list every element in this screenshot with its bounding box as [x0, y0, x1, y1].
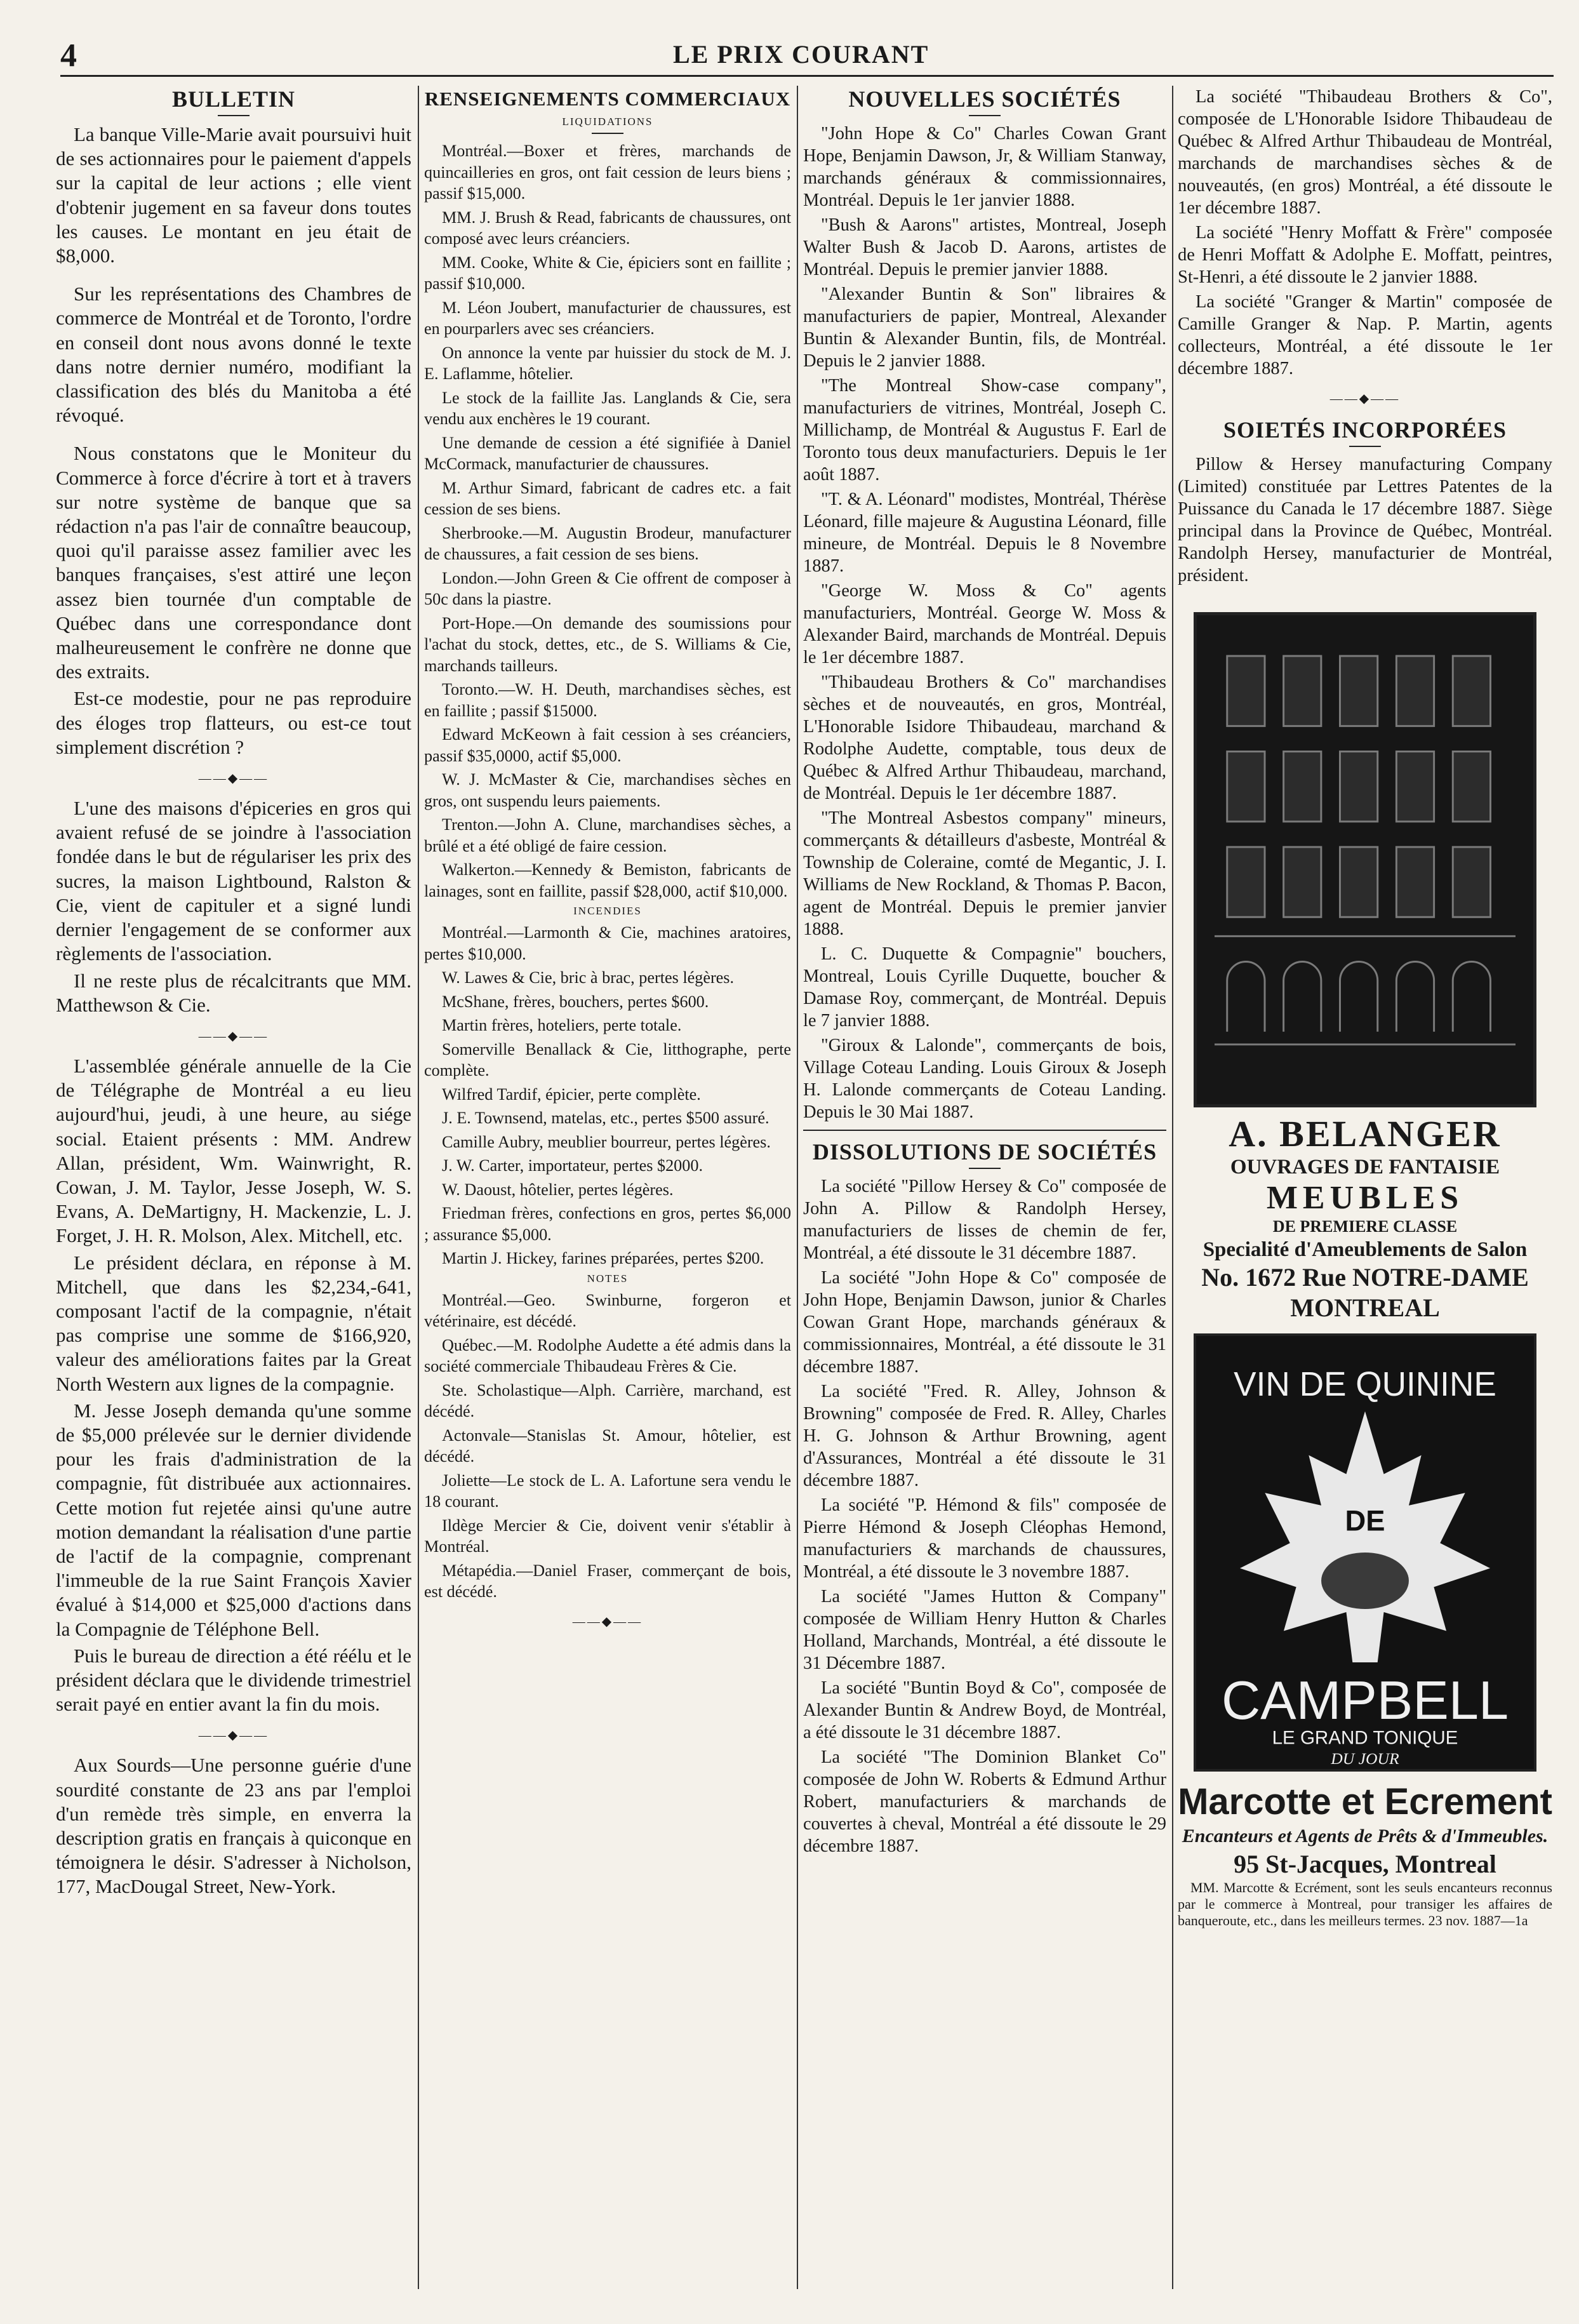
notice-item: La société "Buntin Boyd & Co", composée de Alexander Buntin & Andrew Boyd, de Montréal, a été dissoute le 31 décembre 1887.: [803, 1678, 1166, 1742]
title-rule: [218, 115, 250, 116]
notice-item: Trenton.—John A. Clune, marchandises sèches, a brûlé et a été obligé de faire cession.: [424, 815, 791, 855]
building-facade-icon: [1215, 637, 1516, 1083]
notice-item: Edward McKeown à fait cession à ses créanciers, passif $35,0000, actif $5,000.: [424, 725, 791, 765]
page-number: 4: [60, 37, 77, 74]
notice-item: "T. & A. Léonard" modistes, Montréal, Thérèse Léonard, fille majeure & Augustina Léonard, fille mineure, de Montréal. Depuis le 8 Novembre 1887.: [803, 490, 1166, 576]
column-divider: [1172, 86, 1173, 2289]
article-paragraph: Il ne reste plus de récalcitrants que MM. Matthewson & Cie.: [56, 969, 411, 1016]
ad-line: OUVRAGES DE FANTAISIE: [1230, 1156, 1500, 1179]
article-paragraph: M. Jesse Joseph demanda qu'une somme de $5,000 prélevée sur le dernier dividende pour les frais d'administration de la compagnie, fût distribuée aux actionnaires. Cette motion fut rejetée ainsi qu'une autre motion demandant la réalisation d'une partie de l'actif de la compagnie, comprenant l'immeuble de la rue Saint François Xavier évalué à $14,000 et $25,000 d'actions dans la Compagnie de Téléphone Bell.: [56, 1399, 411, 1640]
section-rule: [803, 1130, 1166, 1131]
quinine-title-text: VIN DE QUININE: [1234, 1365, 1496, 1403]
section-ornament: ——◆——: [198, 1029, 269, 1043]
section-ornament: ——◆——: [198, 771, 269, 786]
notice-item: "Giroux & Lalonde", commerçants de bois, Village Coteau Landing. Louis Giroux & Joseph H. Lalonde commerçants de Coteau Landing. Depuis le 30 Mai 1887.: [803, 1036, 1166, 1122]
notice-item: Une demande de cession a été signifiée à Daniel McCormack, manufacturier de chaussures.: [424, 433, 791, 473]
notice-item: Sherbrooke.—M. Augustin Brodeur, manufacturer de chaussures, a fait cession de ses biens.: [424, 523, 791, 563]
notice-item: Port-Hope.—On demande des soumissions pour l'achat du stock, dettes, etc., de S. Williams & Cie, marchands tailleurs.: [424, 613, 791, 675]
nouvelles-societes-title: NOUVELLES SOCIÉTÉS: [848, 86, 1121, 112]
notice-item: Ste. Scholastique—Alph. Carrière, marchand, est décédé.: [424, 1380, 791, 1420]
column-nouvelles-societes: [803, 86, 1166, 2289]
notice-item: La société "Granger & Martin" composée de Camille Granger & Nap. P. Martin, agents collecteurs, Montréal, a été dissoute le 1er décembre 1887.: [1178, 292, 1552, 378]
article-paragraph: Nous constatons que le Moniteur du Commerce à force d'écrire à tort et à travers sur notre système de banque que sa rédaction n'a pas l'air de connaître beaucoup, quoi qu'il paraisse assez familier avec les banques françaises, s'est attiré une leçon assez bien tournée d'un comptable de Québec dans une correspondance dont malheureusement le confrère ne donne que des extraits.: [56, 442, 411, 683]
column-bulletin: [56, 86, 411, 2289]
notice-item: Métapédia.—Daniel Fraser, commerçant de bois, est décédé.: [424, 1561, 791, 1601]
notice-item: Martin J. Hickey, farines préparées, pertes $200.: [442, 1249, 764, 1267]
notice-item: Pillow & Hersey manufacturing Company (Limited) constituée par Lettres Patentes de la Puissance du Canada le 17 décembre 1887. Siège principal dans la Province de Québec, Montréal. Randolph Hersey, manufacturier de Montréal, président.: [1178, 455, 1552, 585]
notice-item: W. J. McMaster & Cie, marchandises sèches en gros, ont suspendu leurs paiements.: [424, 770, 791, 810]
dissolutions-title: DISSOLUTIONS DE SOCIÉTÉS: [812, 1139, 1157, 1165]
notice-item: La société "Thibaudeau Brothers & Co", composée de L'Honorable Isidore Thibaudeau de Québec & Alfred Arthur Thibaudeau de Montréal, marchands de marchandises sèches & de nouveautés, (en gros) Montréal, a été dissoute le 1er décembre 1887.: [1178, 87, 1552, 218]
title-rule: [592, 133, 623, 134]
column-divider: [418, 86, 419, 2289]
notice-item: "Bush & Aarons" artistes, Montreal, Joseph Walter Bush & Jacob D. Aarons, artistes de Montréal. Depuis le premier janvier 1888.: [803, 215, 1166, 279]
notice-item: J. E. Townsend, matelas, etc., pertes $500 assuré.: [442, 1109, 770, 1127]
notice-item: Walkerton.—Kennedy & Bemiston, fabricants de lainages, sont en faillite, passif $28,000, actif $10,000.: [424, 860, 791, 900]
building-engraving: [1194, 612, 1536, 1107]
notice-item: J. W. Carter, importateur, pertes $2000.: [442, 1156, 703, 1175]
notice-item: La société "James Hutton & Company" composée de William Henry Hutton & Charles Holland, Marchands, Montréal, a été dissoute le 31 Décembre 1887.: [803, 1587, 1166, 1673]
notice-item: Toronto.—W. H. Deuth, marchandises sèches, est en faillite ; passif $15000.: [424, 680, 791, 720]
notice-item: MM. Cooke, White & Cie, épiciers sont en faillite ; passif $10,000.: [424, 253, 791, 293]
notice-item: L. C. Duquette & Compagnie" bouchers, Montreal, Louis Cyrille Duquette, boucher & Damase Roy, commerçant, de Montréal. Depuis le 7 janvier 1888.: [803, 944, 1166, 1031]
notice-item: London.—John Green & Cie offrent de composer à 50c dans la piastre.: [424, 568, 791, 608]
notice-item: Wilfred Tardif, épicier, perte complète.: [442, 1085, 701, 1104]
ad-line: DE PREMIERE CLASSE: [1272, 1217, 1458, 1236]
article-paragraph: Puis le bureau de direction a été réélu et le président déclara que le dividende trimestriel serait payé en entier avant la fin du mois.: [56, 1644, 411, 1716]
ad-line: MEUBLES: [1266, 1180, 1464, 1216]
article-paragraph: L'une des maisons d'épiceries en gros qui avaient refusé de se joindre à l'association fondée dans le but de régulariser les prix des sucres, la maison Lightbound, Ralston & Cie, vient de capituler et a signé lundi dernier l'engagement de se conformer aux règlements de l'association.: [56, 797, 411, 965]
notice-item: "Alexander Buntin & Son" libraires & manufacturiers de papier, Montreal, Alexander Buntin & Alexander Buntin, fils, de Montréal. Depuis le 2 janvier 1888.: [803, 284, 1166, 371]
notice-item: Camille Aubry, meublier bourreur, pertes légères.: [442, 1132, 771, 1151]
title-rule: [969, 115, 1001, 116]
notice-item: M. Arthur Simard, fabricant de cadres etc. a fait cession de ses biens.: [424, 478, 791, 518]
section-ornament: ——◆——: [198, 1728, 269, 1743]
running-title: LE PRIX COURANT: [673, 40, 929, 69]
notice-item: Montréal.—Boxer et frères, marchands de quincailleries en gros, ont fait cession de leurs biens ; passif $15,000.: [424, 142, 791, 203]
section-ornament: ——◆——: [1329, 392, 1401, 406]
notice-item: Somerville Benallack & Cie, litthographe, perte complète.: [424, 1039, 791, 1079]
notice-item: MM. J. Brush & Read, fabricants de chaussures, ont composé avec leurs créanciers.: [424, 208, 791, 248]
advertiser-name: A. BELANGER: [1229, 1113, 1502, 1154]
notice-item: Le stock de la faillite Jas. Langlands & Cie, sera vendu aux enchères le 19 courant.: [424, 388, 791, 428]
notice-item: On annonce la vente par huissier du stock de M. J. E. Laflamme, hôtelier.: [424, 343, 791, 383]
notice-item: "The Montreal Asbestos company" mineurs, commerçants & détailleurs d'asbeste, Montréal & Township de Coleraine, comté de Megantic, J. I. Williams de New Rockland, & Thomas P. Bacon, agent de Montréal. Depuis le premier janvier 1888.: [803, 808, 1166, 939]
notice-item: M. Léon Joubert, manufacturier de chaussures, est en pourparlers avec ses créanciers.: [424, 298, 791, 338]
quinine-tagline-text: LE GRAND TONIQUE: [1272, 1727, 1458, 1749]
title-rule: [969, 1168, 1001, 1169]
notice-item: "John Hope & Co" Charles Cowan Grant Hope, Benjamin Dawson, Jr, & William Stanway, marchands généraux & commissionnaires, Montréal. Depuis le 1er janvier 1888.: [803, 124, 1166, 210]
article-paragraph: Aux Sourds—Une personne guérie d'une sourdité constante de 23 ans par l'emploi d'un remède très simple, en enverra la description gratis en français à quiconque en témoignera le désir. S'adresser à Nicholson, 177, MacDougal Street, New-York.: [56, 1754, 411, 1898]
bulletin-title: BULLETIN: [171, 86, 296, 112]
renseignements-title: RENSEIGNEMENTS COMMERCIAUX: [424, 88, 791, 110]
section-heading-incendies: INCENDIES: [573, 905, 642, 917]
notice-item: Actonvale—Stanislas St. Amour, hôtelier, est décédé.: [424, 1426, 791, 1466]
notice-item: La société "The Dominion Blanket Co" composée de John W. Roberts & Edmund Arthur Robert, manufacturiers & marchands de couvertes à cheval, Montréal a été dissoute le 29 décembre 1887.: [803, 1747, 1166, 1856]
notice-item: Martin frères, hoteliers, perte totale.: [442, 1016, 682, 1034]
column-renseignements: [424, 86, 791, 2289]
notice-item: Montréal.—Geo. Swinburne, forgeron et vétérinaire, est décédé.: [424, 1290, 791, 1330]
ad-address: No. 1672 Rue NOTRE-DAME: [1201, 1263, 1529, 1292]
notice-item: "The Montreal Show-case company", manufacturiers de vitrines, Montréal, Joseph C. Millichamp, de Montréal & Augustus F. Earl de Toronto tous deux manufacturiers. Depuis le 1er août 1887.: [803, 376, 1166, 484]
column-societes-ads: [1178, 86, 1552, 2289]
section-ornament: ——◆——: [572, 1614, 643, 1629]
notice-item: W. Daoust, hôtelier, pertes légères.: [442, 1180, 674, 1199]
article-paragraph: L'assemblée générale annuelle de la Cie de Télégraphe de Montréal a eu lieu aujourd'hui, jeudi, à une heure, au siége social. Etaient présents : MM. Andrew Allan, président, Wm. Wainwright, R. Cowan, J. M. Taylor, Jesse Joseph, W. S. Evans, A. DeMartigny, H. Mackenzie, L. J. Forget, J. H. R. Molson, Alex. Mitchell, etc.: [56, 1054, 411, 1247]
notice-item: Joliette—Le stock de L. A. Lafortune sera vendu le 18 courant.: [424, 1471, 791, 1511]
maple-leaf-icon: [1196, 1336, 1534, 1769]
ad-city: MONTREAL: [1290, 1293, 1440, 1322]
notice-item: W. Lawes & Cie, bric à brac, pertes légères.: [442, 968, 735, 987]
section-heading-liquidations: LIQUIDATIONS: [562, 116, 653, 128]
notice-item: La société "Henry Moffatt & Frère" composée de Henri Moffatt & Adolphe E. Moffatt, peintres, St-Henri, a été dissoute le 2 janvier 1888.: [1178, 223, 1552, 287]
ad-line: Specialité d'Ameublements de Salon: [1203, 1238, 1528, 1261]
advertiser-name: Marcotte et Ecrement: [1178, 1781, 1552, 1822]
notice-item: Montréal.—Larmonth & Cie, machines aratoires, pertes $10,000.: [424, 923, 791, 963]
notice-item: La société "Fred. R. Alley, Johnson & Browning" composée de Fred. R. Alley, Charles H. G. Johnson & Arthur Browning, agent d'Assurances, Montréal a été dissoute le 31 décembre 1887.: [803, 1382, 1166, 1490]
ad-address: 95 St-Jacques, Montreal: [1234, 1850, 1496, 1878]
quinine-tagline-text: DU JOUR: [1331, 1749, 1399, 1768]
ad-line: Encanteurs et Agents de Prêts & d'Immeubles.: [1182, 1826, 1549, 1847]
notice-item: McShane, frères, bouchers, pertes $600.: [442, 992, 709, 1011]
notice-item: "George W. Moss & Co" agents manufacturiers, Montréal. George W. Moss & Alexander Baird, marchands de Montréal. Depuis le 1er décembre 1887.: [803, 581, 1166, 667]
quinine-brand-text: CAMPBELL: [1221, 1669, 1509, 1730]
section-heading-notes: NOTES: [587, 1272, 629, 1285]
article-paragraph: La banque Ville-Marie avait poursuivi huit de ses actionnaires pour le paiement d'appels sur la capital de leur actions ; elle vient d'obtenir jugement en sa faveur dons toutes les causes. Le montant en jeu était de $8,000.: [56, 123, 411, 267]
column-divider: [797, 86, 798, 2289]
header-rule: [60, 75, 1554, 77]
title-rule: [1349, 446, 1381, 447]
notice-item: La société "Pillow Hersey & Co" composée de John A. Pillow & Randolph Hersey, manufacturiers de lisses de chemin de fer, Montréal, a été dissoute le 31 décembre 1887.: [803, 1177, 1166, 1263]
notice-item: Québec.—M. Rodolphe Audette a été admis dans la société commerciale Thibaudeau Frères & Cie.: [424, 1335, 791, 1375]
quinine-advert: [1194, 1333, 1536, 1772]
article-paragraph: Sur les représentations des Chambres de commerce de Montréal et de Toronto, l'ordre en conseil dont nous avons donné le texte dans notre dernier numéro, modifiant la classification des blés du Manitoba a été révoqué.: [56, 283, 411, 427]
notice-item: La société "John Hope & Co" composée de John Hope, Benjamin Dawson, junior & Charles Cowan Grant Hope, marchands généraux & commissionnaires, Montréal, a été dissoute le 31 décembre 1887.: [803, 1268, 1166, 1377]
notice-item: "Thibaudeau Brothers & Co" marchandises sèches et de nouveautés, en gros, Montréal, L'Honorable Isidore Thibaudeau, marchand & Rodolphe Audette, comptable, tous deux de Québec & Alfred Arthur Thibaudeau, marchand, de Montréal. Depuis le 1er décembre 1887.: [803, 672, 1166, 803]
notice-item: Friedman frères, confections en gros, pertes $6,000 ; assurance $5,000.: [424, 1204, 791, 1244]
article-paragraph: Le président déclara, en réponse à M. Mitchell, que dans les $2,234,-641, composant l'actif de la compagnie, n'était pas comprise une somme de $166,920, valeur des améliorations faites par la Great North Western aux lignes de la compagnie.: [56, 1251, 411, 1395]
notice-item: La société "P. Hémond & fils" composée de Pierre Hémond & Joseph Cléophas Hemond, manufacturiers & marchands de chaussures, Montréal, a été dissoute le 3 novembre 1887.: [803, 1495, 1166, 1582]
notice-item: Ildège Mercier & Cie, doivent venir s'établir à Montréal.: [424, 1516, 791, 1556]
ad-note: MM. Marcotte & Ecrément, sont les seuls encanteurs reconnus par le commerce à Montreal, pour transiger les affaires de banqueroute, etc., dans les meilleurs termes. 23 nov. 1887—1a: [1178, 1880, 1552, 1928]
incorporated-title: SOIETÉS INCORPORÉES: [1223, 417, 1507, 443]
article-paragraph: Est-ce modestie, pour ne pas reproduire des éloges trop flatteurs, ou est-ce tout simplement discrétion ?: [56, 687, 411, 758]
quinine-de-text: DE: [1345, 1504, 1385, 1537]
